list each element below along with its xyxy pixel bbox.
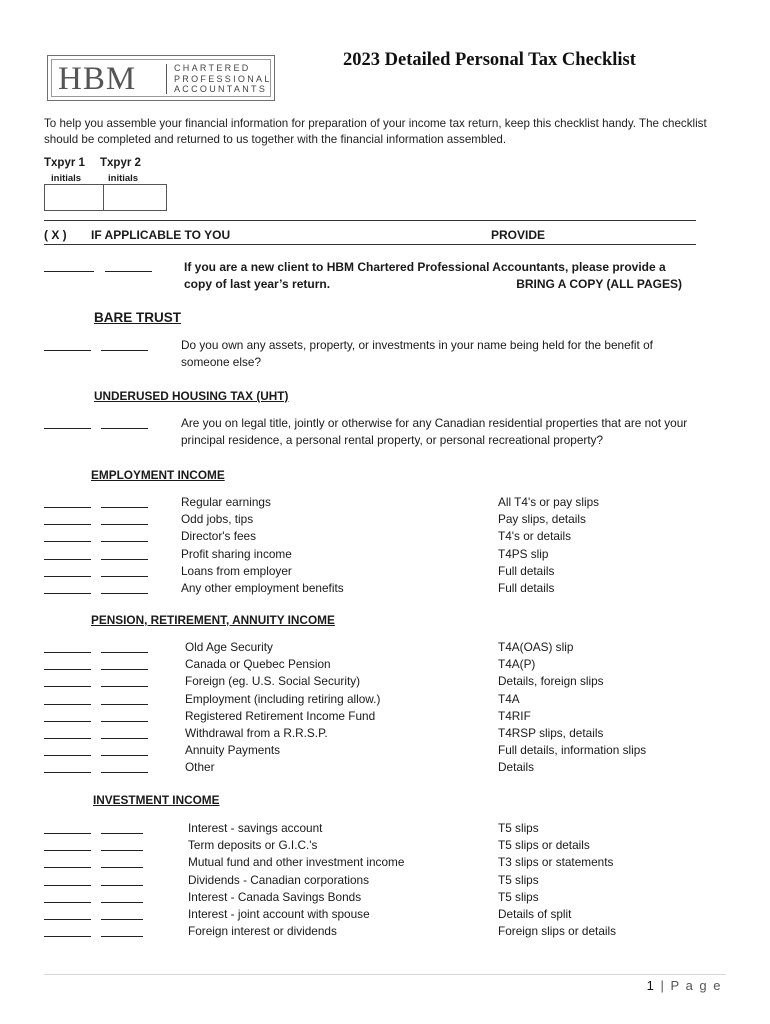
logo-line-2: PROFESSIONAL	[174, 73, 272, 84]
item-provide: T4A(P)	[498, 657, 536, 672]
section-employment-income: EMPLOYMENT INCOME	[91, 468, 225, 482]
checkbox-line-tp2[interactable]	[101, 833, 143, 834]
checkbox-line-tp2[interactable]	[101, 559, 148, 560]
checkbox-line-tp1[interactable]	[44, 428, 91, 429]
page-number: 1	[646, 978, 656, 993]
item-provide: T4's or details	[498, 529, 572, 544]
checkbox-line-tp2[interactable]	[101, 686, 148, 687]
item-provide: T4PS slip	[498, 546, 549, 561]
logo-line-1: CHARTERED	[174, 63, 251, 73]
checkbox-line-tp1[interactable]	[44, 721, 91, 722]
item-provide: T3 slips or statements	[498, 855, 614, 870]
page-footer	[647, 978, 722, 993]
item-label: Director's fees	[181, 529, 257, 544]
section-investment-income: INVESTMENT INCOME	[93, 793, 220, 807]
item-label: Employment (including retiring allow.)	[185, 691, 381, 706]
checkbox-line-tp1[interactable]	[44, 576, 91, 577]
item-provide: Details of split	[498, 907, 572, 921]
item-label: Other	[185, 760, 215, 775]
checkbox-line-tp1[interactable]	[44, 524, 91, 525]
item-label: Registered Retirement Income Fund	[185, 708, 376, 723]
column-provide-header: PROVIDE	[491, 228, 546, 242]
item-provide: Details	[498, 760, 535, 775]
item-label: Odd jobs, tips	[181, 512, 254, 527]
checkbox-line-tp1[interactable]	[44, 919, 91, 920]
item-label: Annuity Payments	[185, 743, 281, 758]
logo-initials: HBM	[58, 61, 137, 97]
header-top-rule	[44, 220, 696, 221]
checkbox-line-tp2[interactable]	[101, 576, 148, 577]
checkbox-line-tp1[interactable]	[44, 507, 91, 508]
checkbox-line-tp2[interactable]	[101, 593, 148, 594]
item-provide: Details, foreign slips	[498, 674, 604, 689]
header-bottom-rule	[44, 244, 696, 245]
item-label: Loans from employer	[181, 563, 292, 578]
taxpayer-1-label: Txpyr 1	[44, 157, 85, 169]
checkbox-line-tp2[interactable]	[101, 902, 143, 903]
logo-words	[174, 63, 272, 95]
checkbox-line-tp1[interactable]	[44, 885, 91, 886]
item-label: Profit sharing income	[181, 546, 292, 561]
item-provide: T4A	[498, 691, 520, 706]
checkbox-line-tp2[interactable]	[101, 885, 143, 886]
checkbox-line-tp1[interactable]	[44, 271, 94, 272]
checkbox-line-tp2[interactable]	[101, 772, 148, 773]
checkbox-line-tp2[interactable]	[101, 507, 148, 508]
checkbox-line-tp1[interactable]	[44, 652, 91, 653]
checkbox-line-tp1[interactable]	[44, 559, 91, 560]
item-label: Foreign interest or dividends	[188, 924, 337, 939]
logo-line-3: ACCOUNTANTS	[174, 84, 268, 94]
item-label: Withdrawal from a R.R.S.P.	[185, 726, 328, 740]
checkbox-line-tp2[interactable]	[105, 271, 152, 272]
item-provide: Full details	[498, 581, 555, 595]
checkbox-line-tp1[interactable]	[44, 772, 91, 773]
page-separator: |	[660, 978, 666, 993]
logo-divider	[166, 64, 167, 94]
checkbox-line-tp1[interactable]	[44, 738, 91, 739]
item-label: Any other employment benefits	[181, 581, 344, 595]
footer-rule	[44, 974, 726, 975]
checkbox-line-tp1[interactable]	[44, 867, 91, 868]
item-label: Interest - Canada Savings Bonds	[188, 889, 362, 904]
taxpayer-1-initials-label: initials	[51, 173, 82, 184]
item-provide: Full details, information slips	[498, 743, 647, 758]
checkbox-line-tp1[interactable]	[44, 541, 91, 542]
new-client-provide: BRING A COPY (ALL PAGES)	[516, 277, 682, 291]
checkbox-line-tp2[interactable]	[101, 936, 143, 937]
checkbox-line-tp1[interactable]	[44, 686, 91, 687]
section-bare-trust: BARE TRUST	[94, 310, 181, 325]
item-label: Old Age Security	[185, 640, 273, 654]
checkbox-line-tp2[interactable]	[101, 350, 148, 351]
taxpayer-2-initials-box[interactable]	[103, 184, 167, 211]
item-label: Mutual fund and other investment income	[188, 855, 405, 870]
uht-question: Are you on legal title, jointly or otherwise for any Canadian residential properties that are not your principal residence, a personal rental property, or personal recreational property?	[181, 416, 688, 447]
item-provide: T4A(OAS) slip	[498, 640, 574, 654]
checkbox-line-tp2[interactable]	[101, 721, 148, 722]
taxpayer-2-initials-label: initials	[108, 173, 139, 184]
page-title: 2023 Detailed Personal Tax Checklist	[343, 50, 636, 70]
item-provide: T4RSP slips, details	[498, 726, 604, 740]
checkbox-line-tp1[interactable]	[44, 350, 91, 351]
item-provide: T4RIF	[498, 708, 531, 723]
item-provide: T5 slips or details	[498, 838, 590, 853]
firm-logo	[47, 55, 275, 101]
item-provide: All T4's or pay slips	[498, 495, 600, 509]
intro-paragraph: To help you assemble your financial information for preparation of your income tax return, keep this checklist handy. The checklist should be completed and returned to us together with the financial information assembled.	[44, 117, 707, 146]
item-label: Foreign (eg. U.S. Social Security)	[185, 674, 361, 689]
new-client-notice	[184, 259, 684, 293]
page-word: P a g e	[670, 978, 722, 993]
item-provide: T5 slips	[498, 821, 539, 835]
item-label: Interest - savings account	[188, 821, 323, 835]
item-provide: T5 slips	[498, 872, 539, 887]
bare-trust-question: Do you own any assets, property, or investments in your name being held for the benefit of someone else?	[181, 338, 653, 369]
checkbox-line-tp2[interactable]	[101, 755, 148, 756]
checkbox-line-tp1[interactable]	[44, 704, 91, 705]
checkbox-line-tp2[interactable]	[101, 850, 143, 851]
checkbox-line-tp2[interactable]	[101, 669, 148, 670]
item-label: Dividends - Canadian corporations	[188, 872, 369, 887]
checkbox-line-tp1[interactable]	[44, 936, 91, 937]
checkbox-line-tp2[interactable]	[101, 867, 143, 868]
checkbox-line-tp2[interactable]	[101, 704, 148, 705]
item-provide: T5 slips	[498, 889, 539, 904]
taxpayer-2-label: Txpyr 2	[100, 157, 141, 169]
column-applicable-header: IF APPLICABLE TO YOU	[91, 228, 231, 242]
checkbox-line-tp1[interactable]	[44, 833, 91, 834]
checkbox-line-tp1[interactable]	[44, 593, 91, 594]
checkbox-line-tp2[interactable]	[101, 541, 148, 542]
item-label: Canada or Quebec Pension	[185, 657, 331, 672]
new-client-text: If you are a new client to HBM Chartered Professional Accountants, please provide a copy of last year’s return.	[184, 260, 666, 291]
item-provide: Pay slips, details	[498, 512, 586, 527]
item-label: Term deposits or G.I.C.'s	[188, 838, 318, 853]
column-x-header: ( X )	[44, 228, 67, 242]
section-pension-income: PENSION, RETIREMENT, ANNUITY INCOME	[91, 613, 335, 627]
checkbox-line-tp1[interactable]	[44, 902, 91, 903]
checkbox-line-tp2[interactable]	[101, 428, 148, 429]
checkbox-line-tp2[interactable]	[101, 524, 148, 525]
item-label: Regular earnings	[181, 495, 271, 509]
checkbox-line-tp2[interactable]	[101, 738, 148, 739]
checkbox-line-tp1[interactable]	[44, 850, 91, 851]
checkbox-line-tp2[interactable]	[101, 652, 148, 653]
item-provide: Foreign slips or details	[498, 924, 617, 939]
checkbox-line-tp2[interactable]	[101, 919, 143, 920]
item-label: Interest - joint account with spouse	[188, 907, 370, 921]
item-provide: Full details	[498, 563, 555, 578]
taxpayer-1-initials-box[interactable]	[44, 184, 104, 211]
section-uht: UNDERUSED HOUSING TAX (UHT)	[94, 389, 289, 403]
checkbox-line-tp1[interactable]	[44, 755, 91, 756]
logo-frame	[51, 59, 271, 97]
checkbox-line-tp1[interactable]	[44, 669, 91, 670]
